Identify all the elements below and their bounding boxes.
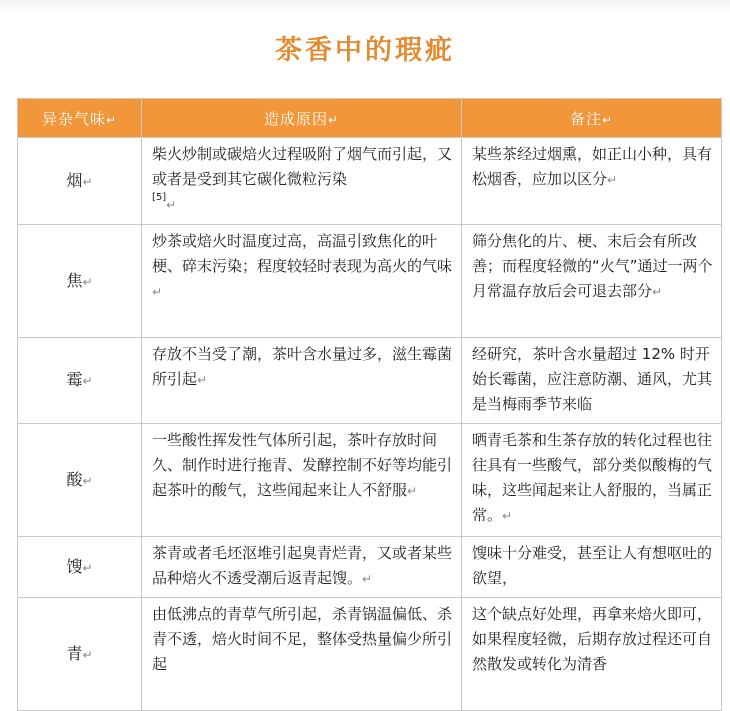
paragraph-mark: ↵ <box>502 509 513 523</box>
cause-cell: 由低沸点的青草气所引起，杀青锅温偏低、杀青不透，焙火时间不足，整体受热量偏少所引起 <box>142 598 462 711</box>
paragraph-mark: ↵ <box>197 373 208 387</box>
odor-cell: 酸↵ <box>18 424 142 537</box>
paragraph-mark: ↵ <box>152 285 163 299</box>
paragraph-mark: ↵ <box>105 112 118 127</box>
header-cause: 造成原因↵ <box>142 99 462 138</box>
paragraph-mark: ↵ <box>82 174 93 189</box>
table-row <box>18 537 722 598</box>
paragraph-mark: ↵ <box>327 112 340 127</box>
note-cell: 晒青毛茶和生茶存放的转化过程也往往具有一些酸气，部分类似酸梅的气味，这些闻起来让人舒服的，当属正常。↵ <box>462 424 722 537</box>
table-row <box>18 225 722 338</box>
odor-cell: 霉↵ <box>18 338 142 424</box>
table-row <box>18 138 722 225</box>
paragraph-mark: ↵ <box>82 274 93 289</box>
paragraph-mark: ↵ <box>166 198 177 212</box>
cause-cell: 存放不当受了潮，茶叶含水量过多，滋生霉菌所引起↵ <box>142 338 462 424</box>
paragraph-mark: ↵ <box>652 285 663 299</box>
page-title: 茶香中的瑕疵 <box>275 35 455 66</box>
odor-defects-table <box>17 98 722 711</box>
table-row <box>18 598 722 711</box>
paragraph-mark: ↵ <box>362 572 373 586</box>
odor-cell: 青↵ <box>18 598 142 711</box>
top-strip <box>0 0 730 14</box>
table-row <box>18 424 722 537</box>
header-note: 备注↵ <box>462 99 722 138</box>
note-cell: 馊味十分难受，甚至让人有想呕吐的欲望， <box>462 537 722 598</box>
note-cell: 筛分焦化的片、梗、末后会有所改善；而程度轻微的“火气”通过一两个月常温存放后会可退去部分↵ <box>462 225 722 338</box>
odor-cell: 馊↵ <box>18 537 142 598</box>
reference-mark: [5] <box>152 192 167 203</box>
paragraph-mark: ↵ <box>82 473 93 488</box>
cause-cell: 茶青或者毛坯沤堆引起臭青烂青，又或者某些品种焙火不透受潮后返青起馊。↵ <box>142 537 462 598</box>
note-cell: 经研究，茶叶含水量超过 12% 时开始长霉菌，应注意防潮、通风，尤其是当梅雨季节来临 <box>462 338 722 424</box>
cause-cell: 柴火炒制或碳焙火过程吸附了烟气而引起，又或者是受到其它碳化微粒污染 [5]↵ <box>142 138 462 225</box>
odor-cell: 焦↵ <box>18 225 142 338</box>
paragraph-mark: ↵ <box>601 112 614 127</box>
header-odor: 异杂气味↵ <box>18 99 142 138</box>
paragraph-mark: ↵ <box>407 484 418 498</box>
note-cell: 这个缺点好处理，再拿来焙火即可，如果程度轻微，后期存放过程还可自然散发或转化为清香 <box>462 598 722 711</box>
odor-cell: 烟↵ <box>18 138 142 225</box>
cause-cell: 一些酸性挥发性气体所引起，茶叶存放时间久、制作时进行拖青、发酵控制不好等均能引起茶叶的酸气，这些闻起来让人不舒服↵ <box>142 424 462 537</box>
paragraph-mark: ↵ <box>82 560 93 575</box>
paragraph-mark: ↵ <box>607 173 618 187</box>
table-header-row <box>18 99 722 138</box>
note-cell: 某些茶经过烟熏，如正山小种，具有松烟香，应加以区分↵ <box>462 138 722 225</box>
table-row <box>18 338 722 424</box>
cause-cell: 炒茶或焙火时温度过高，高温引致焦化的叶梗、碎末污染；程度较轻时表现为高火的气味↵ <box>142 225 462 338</box>
paragraph-mark: ↵ <box>82 374 93 388</box>
paragraph-mark: ↵ <box>82 647 93 662</box>
